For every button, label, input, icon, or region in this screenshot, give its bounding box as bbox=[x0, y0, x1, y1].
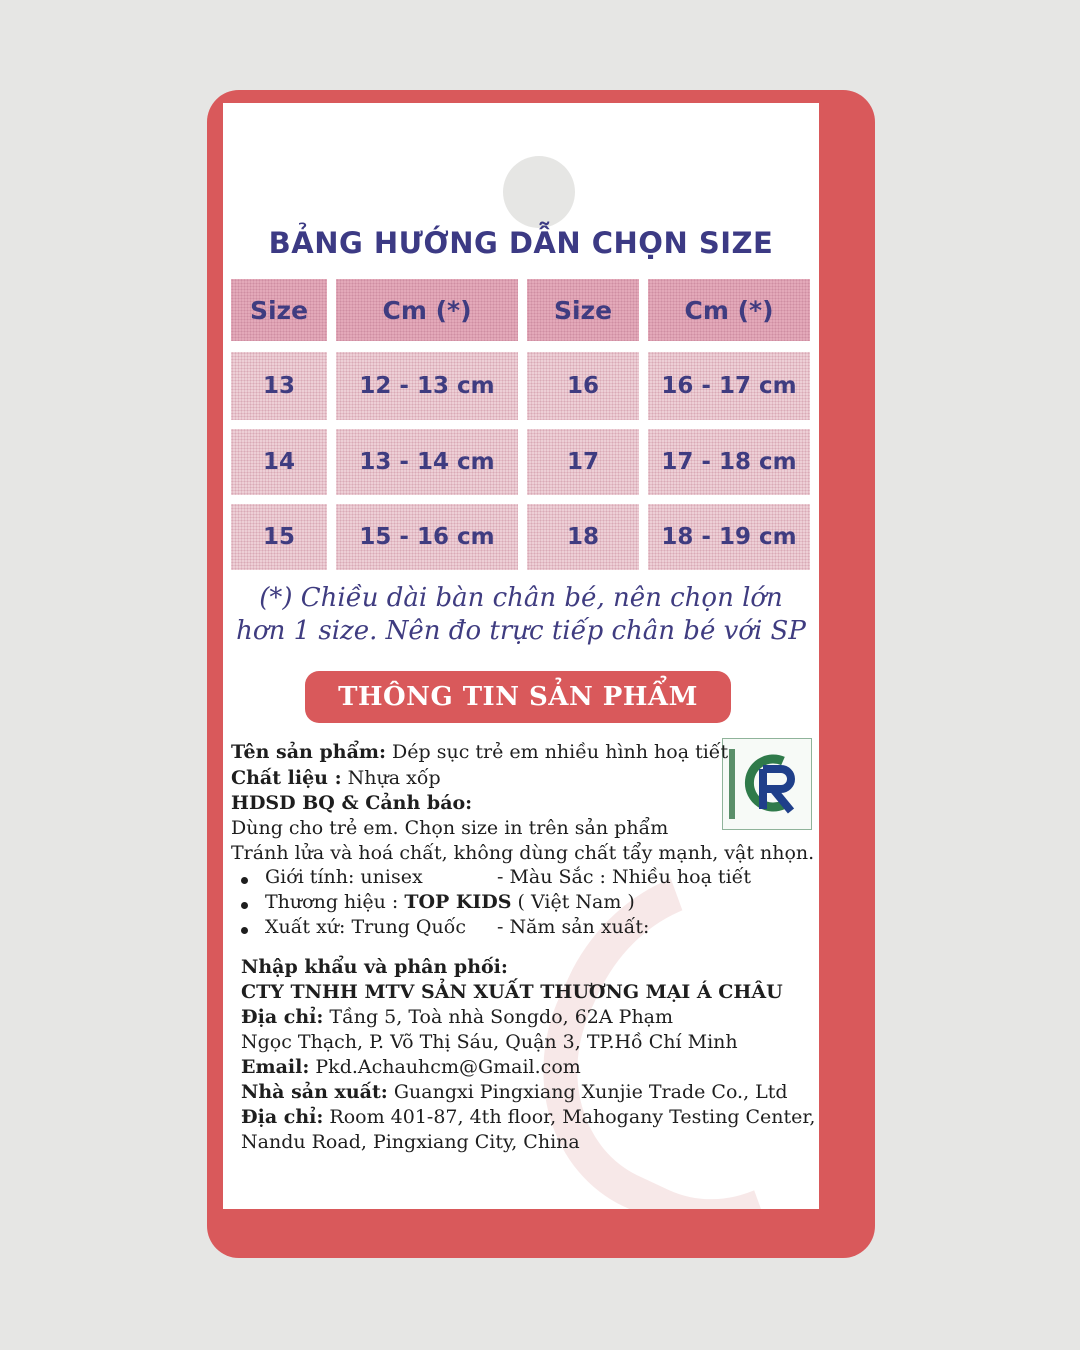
importer-label: Nhập khẩu và phân phối: bbox=[241, 956, 508, 978]
cell-size: 16 bbox=[527, 352, 639, 420]
cell-cm: 18 - 19 cm bbox=[648, 504, 810, 570]
cell-cm: 17 - 18 cm bbox=[648, 429, 810, 495]
size-note-line2: hơn 1 size. Nên đo trực tiếp chân bé với SP bbox=[236, 616, 806, 646]
header-size-1: Size bbox=[231, 279, 327, 341]
cell-cm: 15 - 16 cm bbox=[336, 504, 518, 570]
year-text: - Năm sản xuất: bbox=[497, 916, 650, 938]
header-size-2: Size bbox=[527, 279, 639, 341]
brand-name: TOP KIDS bbox=[404, 891, 512, 913]
address-value: Tầng 5, Toà nhà Songdo, 62A Phạm bbox=[323, 1006, 674, 1028]
address-line2: Ngọc Thạch, P. Võ Thị Sáu, Quận 3, TP.Hồ Chí Minh bbox=[241, 1031, 738, 1053]
cell-size: 13 bbox=[231, 352, 327, 420]
usage-line2: Tránh lửa và hoá chất, không dùng chất tẩy mạnh, vật nhọn. bbox=[231, 842, 815, 864]
bullet-dot bbox=[241, 877, 248, 884]
usage-label: HDSD BQ & Cảnh báo: bbox=[231, 792, 473, 814]
maker-address-row bbox=[241, 1106, 815, 1128]
product-info-banner: THÔNG TIN SẢN PHẨM bbox=[305, 671, 731, 723]
bullet-dot bbox=[241, 902, 248, 909]
maker-address-label: Địa chỉ: bbox=[241, 1106, 324, 1128]
product-name-row bbox=[231, 741, 728, 763]
size-note-line1: (*) Chiều dài bàn chân bé, nên chọn lớn bbox=[259, 583, 783, 613]
header-cm-1: Cm (*) bbox=[336, 279, 518, 341]
address-label: Địa chỉ: bbox=[241, 1006, 324, 1028]
material-row bbox=[231, 767, 441, 789]
maker-address-line2: Nandu Road, Pingxiang City, China bbox=[241, 1131, 580, 1153]
cell-size: 17 bbox=[527, 429, 639, 495]
address-row bbox=[241, 1006, 673, 1028]
gender-text: Giới tính: unisex bbox=[265, 866, 423, 888]
cell-cm: 13 - 14 cm bbox=[336, 429, 518, 495]
cell-cm: 16 - 17 cm bbox=[648, 352, 810, 420]
email-value: Pkd.Achauhcm@Gmail.com bbox=[309, 1056, 581, 1078]
email-label: Email: bbox=[241, 1056, 310, 1078]
product-name-label: Tên sản phẩm: bbox=[231, 741, 386, 763]
maker-value: Guangxi Pingxiang Xunjie Trade Co., Ltd bbox=[387, 1081, 788, 1103]
cr-conformity-mark-icon bbox=[722, 738, 812, 830]
color-text: - Màu Sắc : Nhiều hoạ tiết bbox=[497, 866, 751, 888]
cell-cm: 12 - 13 cm bbox=[336, 352, 518, 420]
size-note bbox=[223, 582, 819, 648]
maker-row bbox=[241, 1081, 788, 1103]
bullet-dot bbox=[241, 927, 248, 934]
material-label: Chất liệu : bbox=[231, 767, 342, 789]
cell-size: 15 bbox=[231, 504, 327, 570]
size-guide-title: BẢNG HƯỚNG DẪN CHỌN SIZE bbox=[268, 226, 774, 260]
company-name: CTY TNHH MTV SẢN XUẤT THƯƠNG MẠI Á CHÂU bbox=[241, 981, 783, 1003]
usage-line1: Dùng cho trẻ em. Chọn size in trên sản phẩm bbox=[231, 817, 669, 839]
material-value: Nhựa xốp bbox=[341, 767, 441, 789]
cell-size: 14 bbox=[231, 429, 327, 495]
brand-suffix: ( Việt Nam ) bbox=[511, 891, 635, 913]
origin-text: Xuất xứ: Trung Quốc bbox=[265, 916, 466, 938]
product-name-value: Dép sục trẻ em nhiều hình hoạ tiết bbox=[386, 741, 729, 763]
brand-row bbox=[265, 891, 635, 913]
brand-prefix: Thương hiệu : bbox=[265, 891, 405, 913]
header-cm-2: Cm (*) bbox=[648, 279, 810, 341]
cell-size: 18 bbox=[527, 504, 639, 570]
email-row bbox=[241, 1056, 581, 1078]
maker-address-value: Room 401-87, 4th floor, Mahogany Testing Center, bbox=[323, 1106, 816, 1128]
hang-hole bbox=[503, 156, 575, 228]
maker-label: Nhà sản xuất: bbox=[241, 1081, 388, 1103]
